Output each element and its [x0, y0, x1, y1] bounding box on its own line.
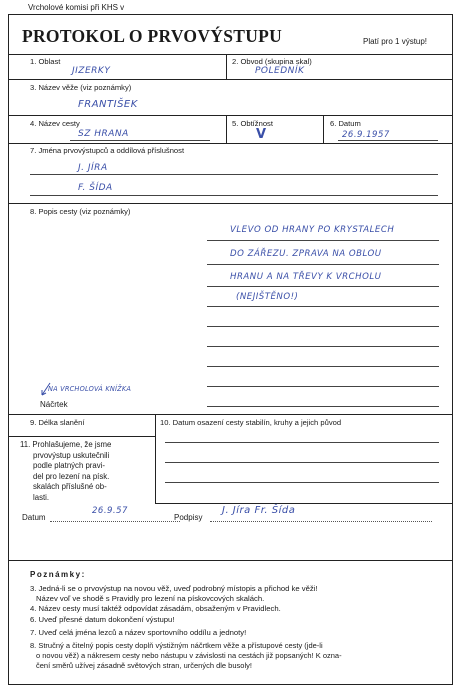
underline	[207, 264, 439, 265]
jmeno-2: F. ŠÍDA	[78, 183, 113, 193]
underline	[207, 386, 439, 387]
popis-line-3: HRANU A NA TŘEVY K VRCHOLU	[230, 272, 382, 282]
notes-title: Poznámky:	[30, 570, 86, 579]
sketch-note: NA VRCHOLOVÁ KNÍŽKA	[48, 385, 132, 393]
prohlaseni-line: skalách příslušné ob-	[33, 482, 107, 492]
obtiznost-value: V	[256, 127, 267, 142]
divider	[323, 115, 324, 143]
sign-date-value: 26.9.57	[92, 506, 128, 516]
popis-label: 8. Popis cesty (viz poznámky)	[30, 207, 131, 216]
divider	[8, 203, 453, 204]
underline	[70, 140, 210, 141]
jmeno-1: J. JÍRA	[78, 163, 108, 173]
underline	[207, 346, 439, 347]
prohlaseni-line: prvovýstup uskutečnili	[33, 450, 110, 460]
sketch-label: Náčrtek	[40, 400, 68, 409]
cesta-label: 4. Název cesty	[30, 119, 80, 128]
page-title: PROTOKOL O PRVOVÝSTUPU	[22, 26, 283, 46]
note-item: 8. Stručný a čitelný popis cesty doplň výstižným náčrtkem věže a přístupové cesty (jde-li	[30, 641, 323, 650]
prohlaseni-line: lasti.	[33, 492, 50, 502]
jmena-label: 7. Jména prvovýstupců a oddílová příslušnost	[30, 146, 185, 155]
underline	[338, 140, 438, 141]
divider	[8, 560, 453, 561]
prohlaseni-line: podle platných pravi-	[33, 461, 105, 471]
divider	[8, 414, 453, 415]
popis-line-4: (NEJIŠTĚNO!)	[236, 292, 299, 302]
popis-line-1: VLEVO OD HRANY PO KRYSTALECH	[230, 225, 395, 235]
slaneni-label: 9. Délka slanění	[30, 418, 85, 427]
datum-label: 6. Datum	[330, 119, 361, 128]
obtiznost-label: 5. Obtížnost	[232, 119, 273, 128]
divider	[8, 143, 453, 144]
oblast-label: 1. Oblast	[30, 57, 61, 66]
divider	[226, 115, 227, 143]
signatures-label: Podpisy	[174, 513, 203, 522]
underline	[30, 195, 438, 196]
underline	[165, 462, 439, 463]
underline	[207, 326, 439, 327]
underline	[30, 174, 438, 175]
divider	[226, 54, 227, 79]
dotted-line	[50, 521, 180, 522]
note-item: 3. Jedná-li se o prvovýstup na novou věž, uveď podrobný místopis a přichod ke věži!	[30, 584, 318, 593]
note-item: 6. Uveď přesné datum dokončení výstupu!	[30, 615, 175, 624]
note-item: o novou věž) a nákresem cesty nebo nástupu v závislosti na cestách již popsaných! K ozna-	[36, 651, 342, 660]
prohlaseni-line: 11. Prohlašujeme, že jsme	[20, 440, 112, 449]
underline	[207, 366, 439, 367]
oblast-value: JIZERKY	[72, 66, 111, 76]
sign-date-label: Datum	[22, 513, 46, 522]
datum-value: 26.9.1957	[342, 130, 390, 140]
dotted-line	[210, 521, 432, 522]
valid-note: Platí pro 1 výstup!	[363, 37, 428, 46]
note-item: 7. Uveď celá jména lezců a název sportovního oddílu a jednoty!	[30, 628, 247, 637]
underline	[207, 286, 439, 287]
underline	[207, 240, 439, 241]
vez-label: 3. Název věže (viz poznámky)	[30, 83, 132, 92]
org-label: Vrcholové komisi při KHS v	[28, 3, 125, 12]
underline	[207, 406, 439, 407]
obvod-value: POLEDNÍK	[255, 66, 305, 76]
popis-line-2: DO ZÁŘEZU. ZPRAVA NA OBLOU	[230, 249, 382, 259]
underline	[165, 442, 439, 443]
signatures-value: J. Jíra Fr. Šída	[222, 505, 296, 516]
osazeni-label: 10. Datum osazení cesty stabilín, kruhy a jejich původ	[160, 418, 342, 427]
cesta-value: SZ HRANA	[78, 129, 129, 139]
divider	[8, 79, 453, 80]
underline	[207, 306, 439, 307]
divider	[8, 436, 155, 437]
divider	[8, 54, 453, 55]
divider	[155, 503, 453, 504]
divider	[155, 414, 156, 504]
prohlaseni	[20, 440, 111, 504]
vez-value: FRANTIŠEK	[78, 99, 138, 110]
divider	[8, 115, 453, 116]
prohlaseni-line: del pro lezení na písk.	[33, 471, 110, 481]
note-item: 4. Název cesty musí taktéž odpovídat zásadám, obsaženým v Pravidlech.	[30, 604, 281, 613]
note-item: Název voľ ve shodě s Pravidly pro lezení na pískovcových skalách.	[36, 594, 265, 603]
underline	[165, 482, 439, 483]
obvod-label: 2. Obvod (skupina skal)	[232, 57, 312, 66]
note-item: čení směrů užívej zásadně světových stran, určených dle busoly!	[36, 661, 252, 670]
